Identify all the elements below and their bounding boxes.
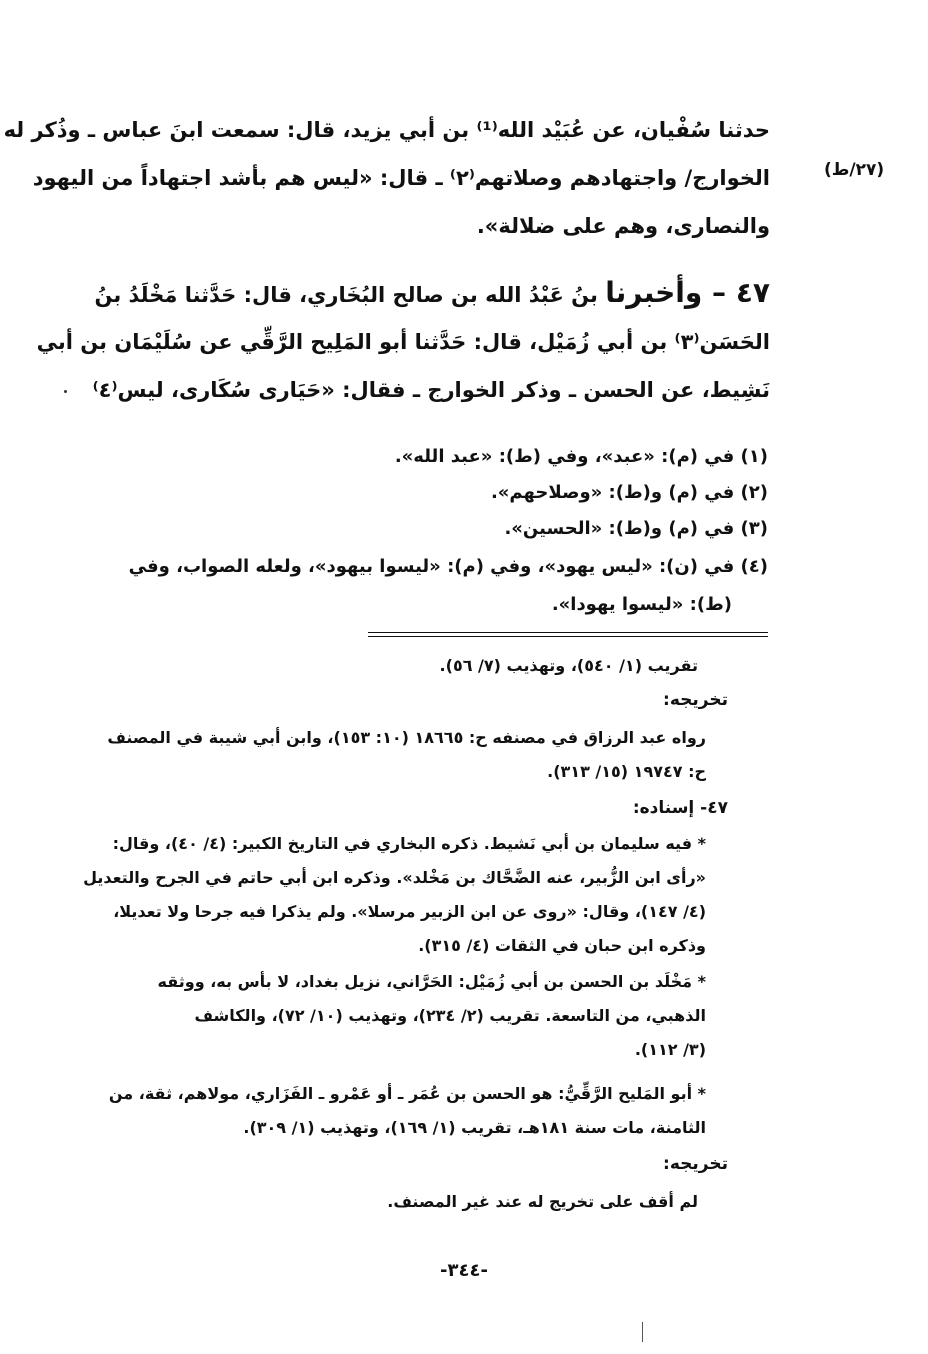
commentary-line: الثامنة، مات سنة ١٨١هـ، تقريب (١/ ١٦٩)، وتهذيب (١/ ٣٠٩). bbox=[243, 1118, 706, 1137]
footnote: (ط): «ليسوا يهودا». bbox=[551, 594, 732, 615]
commentary-line: رواه عبد الرزاق في مصنفه ح: ١٨٦٦٥ (١٠: ١٥٣)، وابن أبي شيبة في المصنف bbox=[107, 728, 706, 747]
section-heading: ٤٧- إسناده: bbox=[632, 798, 728, 818]
commentary-line: * فيه سليمان بن أبي نَشيط. ذكره البخاري في التاريخ الكبير: (٤/ ٤٠)، وقال: bbox=[112, 834, 706, 853]
item-number: ٤٧ – وأخبرنا bbox=[605, 276, 770, 309]
footnote-divider bbox=[368, 636, 768, 637]
page-number: -٣٤٤- bbox=[440, 1260, 488, 1281]
footnote: (٤) في (ن): «ليس يهود»، وفي (م): «ليسوا بيهود»، ولعله الصواب، وفي bbox=[128, 556, 768, 577]
commentary-line: تقريب (١/ ٥٤٠)، وتهذيب (٧/ ٥٦). bbox=[439, 656, 698, 675]
main-text-line: نَشِيط، عن الحسن ـ وذكر الخوارج ـ فقال: «حَيَارى سُكَارى، ليس⁽٤⁾ bbox=[92, 378, 770, 402]
footnote-divider bbox=[368, 632, 768, 633]
commentary-line: * أبو المَليح الرَّقِّيُّ: هو الحسن بن عُمَر ـ أو عَمْرو ـ الفَزَاري، مولاهم، ثقة، من bbox=[108, 1084, 706, 1103]
main-text-line bbox=[94, 276, 770, 309]
commentary-line: الذهبي، من التاسعة. تقريب (٢/ ٢٣٤)، وتهذيب (١٠/ ٧٢)، والكاشف bbox=[194, 1006, 706, 1025]
scan-mark bbox=[642, 1322, 643, 1342]
main-text-line: والنصارى، وهم على ضلالة». bbox=[476, 214, 770, 238]
main-text-line: الخوارج/ واجتهادهم وصلاتهم⁽٢⁾ ـ قال: «ليس هم بأشد اجتهاداً من اليهود bbox=[32, 166, 770, 190]
section-heading: تخريجه: bbox=[663, 690, 728, 710]
commentary-line: «رأى ابن الزُّبير، عنه الضَّحَّاك بن مَخْلد». وذكره ابن أبي حاتم في الجرح والتعديل bbox=[83, 868, 706, 887]
footnote: (٣) في (م) و(ط): «الحسين». bbox=[504, 518, 768, 539]
main-text-line: الحَسَن⁽٣⁾ بن أبي زُمَيْل، قال: حَدَّثنا أبو المَلِيح الرَّقِّي عن سُلَيْمَان بن أبي bbox=[36, 330, 770, 354]
footnote: (١) في (م): «عبد»، وفي (ط): «عبد الله». bbox=[394, 446, 768, 467]
commentary-line: (٣/ ١١٢). bbox=[634, 1040, 706, 1059]
commentary-line: (٤/ ١٤٧)، وقال: «روى عن ابن الزبير مرسلا». ولم يذكرا فيه جرحا ولا تعديلا، bbox=[113, 902, 706, 921]
footnote: (٢) في (م) و(ط): «وصلاحهم». bbox=[490, 482, 768, 503]
ink-dot bbox=[64, 390, 67, 393]
main-text-line: حدثنا سُفْيان، عن عُبَيْد الله⁽¹⁾ بن أبي يزيد، قال: سمعت ابنَ عباس ـ وذُكر له bbox=[3, 118, 770, 142]
commentary-line: وذكره ابن حبان في الثقات (٤/ ٣١٥). bbox=[418, 936, 706, 955]
section-heading: تخريجه: bbox=[663, 1154, 728, 1174]
commentary-line: ح: ١٩٧٤٧ (١٥/ ٣١٣). bbox=[547, 762, 706, 781]
margin-note: (٢٧/ط) bbox=[824, 160, 885, 180]
commentary-line: * مَخْلَد بن الحسن بن أبي زُمَيْل: الحَرَّاني، نزيل بغداد، لا بأس به، ووثقه bbox=[157, 972, 706, 991]
commentary-line: لم أقف على تخريج له عند غير المصنف. bbox=[387, 1192, 698, 1211]
item-text: بنُ عَبْدُ الله بن صالح البُخَاري، قال: حَدَّثنا مَخْلَدُ بنُ bbox=[94, 283, 598, 307]
